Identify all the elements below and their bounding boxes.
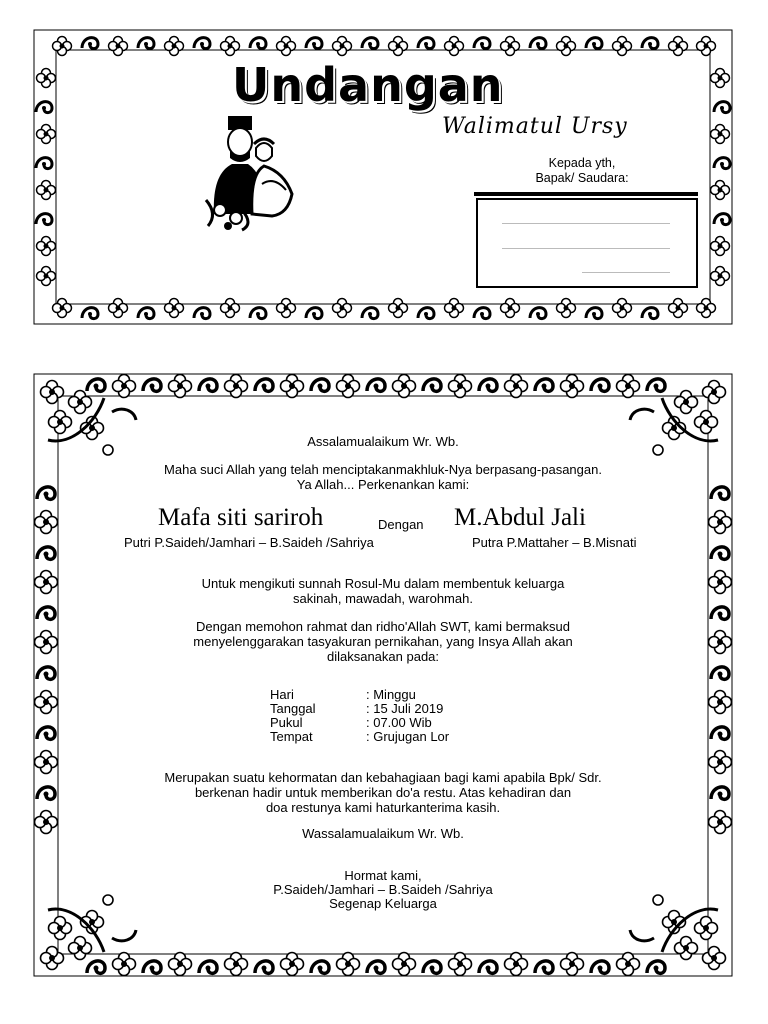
groom-parents: Putra P.Mattaher – B.Misnati [472,535,637,550]
address-line [502,223,670,224]
purpose-line: sakinah, mawadah, warohmah. [293,591,473,606]
letter-card [32,372,734,978]
event-line: dilaksanakan pada: [326,649,440,664]
purpose-line: Untuk mengikuti sunnah Rosul-Mu dalam membentuk keluarga [201,576,565,591]
closing-line: doa restunya kami haturkanterima kasih. [265,800,501,815]
connector-text: Dengan [378,517,424,532]
event-line: Dengan memohon rahmat dan ridho'Allah SWT, kami bermaksud [196,619,570,634]
invitation-title: Undangan [232,58,504,112]
bride-parents: Putri P.Saideh/Jamhari – B.Saideh /Sahriya [124,535,374,550]
signature-line: P.Saideh/Jamhari – B.Saideh /Sahriya [273,882,493,897]
couple-illustration [202,114,302,232]
recipient-label-2: Bapak/ Saudara: [535,171,629,185]
closing-line: berkenan hadir untuk memberikan do'a restu. Atas kehadiran dan [194,785,572,800]
detail-label-place: Tempat [270,729,313,744]
invitation-subtitle: Walimatul Ursy [442,114,628,139]
detail-value-date: : 15 Juli 2019 [366,701,444,716]
signature-line: Segenap Keluarga [329,896,437,911]
address-box-top-bar [474,192,698,196]
detail-label-date: Tanggal [270,701,316,716]
address-box [476,198,698,288]
detail-value-place: : Grujugan Lor [366,729,450,744]
greeting: Assalamualaikum Wr. Wb. [307,434,459,449]
intro-line: Ya Allah... Perkenankan kami: [296,477,470,492]
groom-name: M.Abdul Jali [454,504,586,531]
detail-label-day: Hari [270,687,294,702]
detail-value-day: : Minggu [366,687,416,702]
closing-line: Merupakan suatu kehormatan dan kebahagiaan bagi kami apabila Bpk/ Sdr. [164,770,602,785]
intro-line: Maha suci Allah yang telah menciptakanmakhluk-Nya berpasang-pasangan. [164,462,602,477]
detail-value-time: : 07.00 Wib [366,715,432,730]
detail-label-time: Pukul [270,715,303,730]
bride-name: Mafa siti sariroh [158,504,324,531]
recipient-label-1: Kepada yth, [548,156,616,170]
event-line: menyelenggarakan tasyakuran pernikahan, yang Insya Allah akan [193,634,573,649]
address-line [502,248,670,249]
farewell: Wassalamualaikum Wr. Wb. [302,826,464,841]
cover-card [32,28,734,326]
address-line [582,272,670,273]
signature-line: Hormat kami, [344,868,422,883]
event-details [270,688,526,744]
